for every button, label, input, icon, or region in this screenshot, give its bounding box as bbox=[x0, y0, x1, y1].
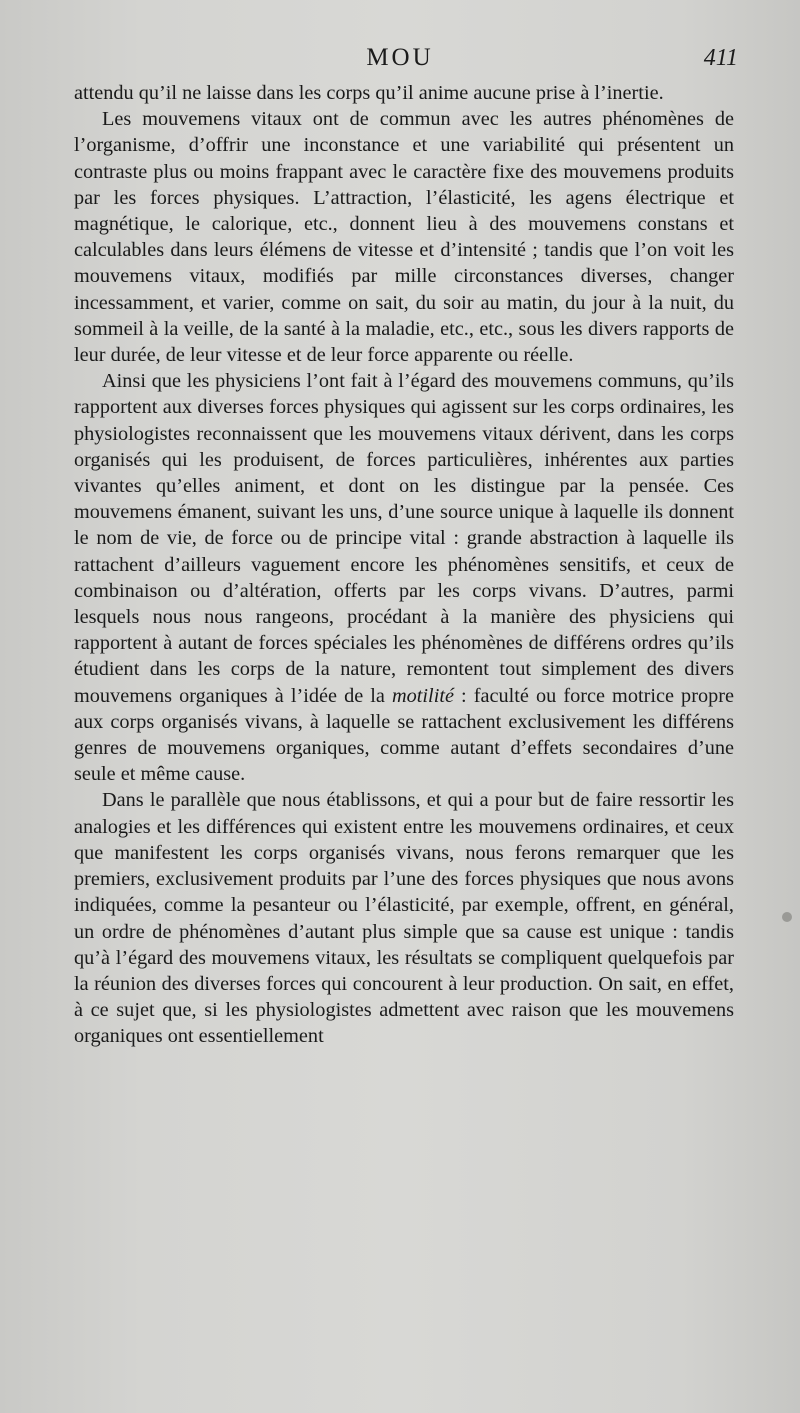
paragraph-continuation: attendu qu’il ne laisse dans les corps qu’il anime aucune prise à l’inertie. bbox=[74, 82, 664, 104]
paragraph-physiciens-text: Ainsi que les physiciens l’ont fait à l’égard des mouvemens communs, qu’ils rapportent aux diverses forces physiques qui agissent sur les corps ordinaires, les physiologistes reconnaissent que les mouvemens vitaux dérivent, dans les corps organisés qui les produisent, de forces particulières, inhérentes aux parties vivantes qu’elles animent, et dont on les distingue par la pensée. Ces mouvemens émanent, suivant les uns, d’une source unique à laquelle ils donnent le nom de vie, de force ou de principe vital : grande abstraction à laquelle ils rattachent d’ailleurs vaguement encore les phénomènes sensitifs, et ceux de combinaison ou d’altération, offerts par les corps vivans. D’autres, parmi lesquels nous nous rangeons, procédant à la manière des physiciens qui rapportent à autant de forces spéciales les phénomènes de différens ordres qu’ils étudient dans les corps de la nature, remontent tout simplement des divers mouvemens organiques à l’idée de la bbox=[74, 370, 734, 707]
page-number: 411 bbox=[703, 45, 738, 71]
paragraph-physiciens bbox=[74, 368, 734, 787]
running-head-title: MOU bbox=[366, 44, 434, 71]
body-text bbox=[74, 80, 734, 1050]
italic-term-motilite: motilité bbox=[392, 684, 454, 707]
paragraph-mouvemens-vitaux: Les mouvemens vitaux ont de commun avec les autres phénomènes de l’organisme, d’offrir une inconstance et une variabilité qui présentent un contraste plus ou moins frappant avec le caractère fixe des mouvemens produits par les forces physiques. L’attraction, l’élasticité, les agens électrique et magnétique, le calorique, etc., donnent lieu à des mouvemens constans et calculables dans leurs élémens de vitesse et d’intensité ; tandis que l’on voit les mouvemens vitaux, modifiés par mille circonstances diverses, changer incessamment, et varier, comme on sait, du soir au matin, du jour à la nuit, du sommeil à la veille, de la santé à la maladie, etc., etc., sous les divers rapports de leur durée, de leur vitesse et de leur force apparente ou réelle. bbox=[74, 108, 734, 367]
running-head bbox=[0, 44, 800, 84]
paragraph-physiciens-text-end: : faculté ou force motrice propre aux corps organisés vivans, à laquelle se rattachent exclusivement les différens genres de mouvemens organiques, comme autant d’effets secondaires d’une seule et même cause. bbox=[74, 684, 734, 786]
paragraph-parallele: Dans le parallèle que nous établissons, et qui a pour but de faire ressortir les analogies et les différences qui existent entre les mouvemens ordinaires, et ceux que manifestent les corps organisés vivans, nous ferons remarquer que les premiers, exclusivement produits par l’une des forces physiques que nous avons indiquées, comme la pesanteur ou l’élasticité, par exemple, offrent, en général, un ordre de phénomènes d’autant plus simple que sa cause est unique : tandis qu’à l’égard des mouvemens vitaux, les résultats se compliquent quelquefois par la réunion des diverses forces qui concourent à leur production. On sait, en effet, à ce sujet que, si les physiologistes admettent avec raison que les mouvemens organiques ont essentiellement bbox=[74, 789, 734, 1048]
ink-smudge bbox=[782, 912, 792, 922]
